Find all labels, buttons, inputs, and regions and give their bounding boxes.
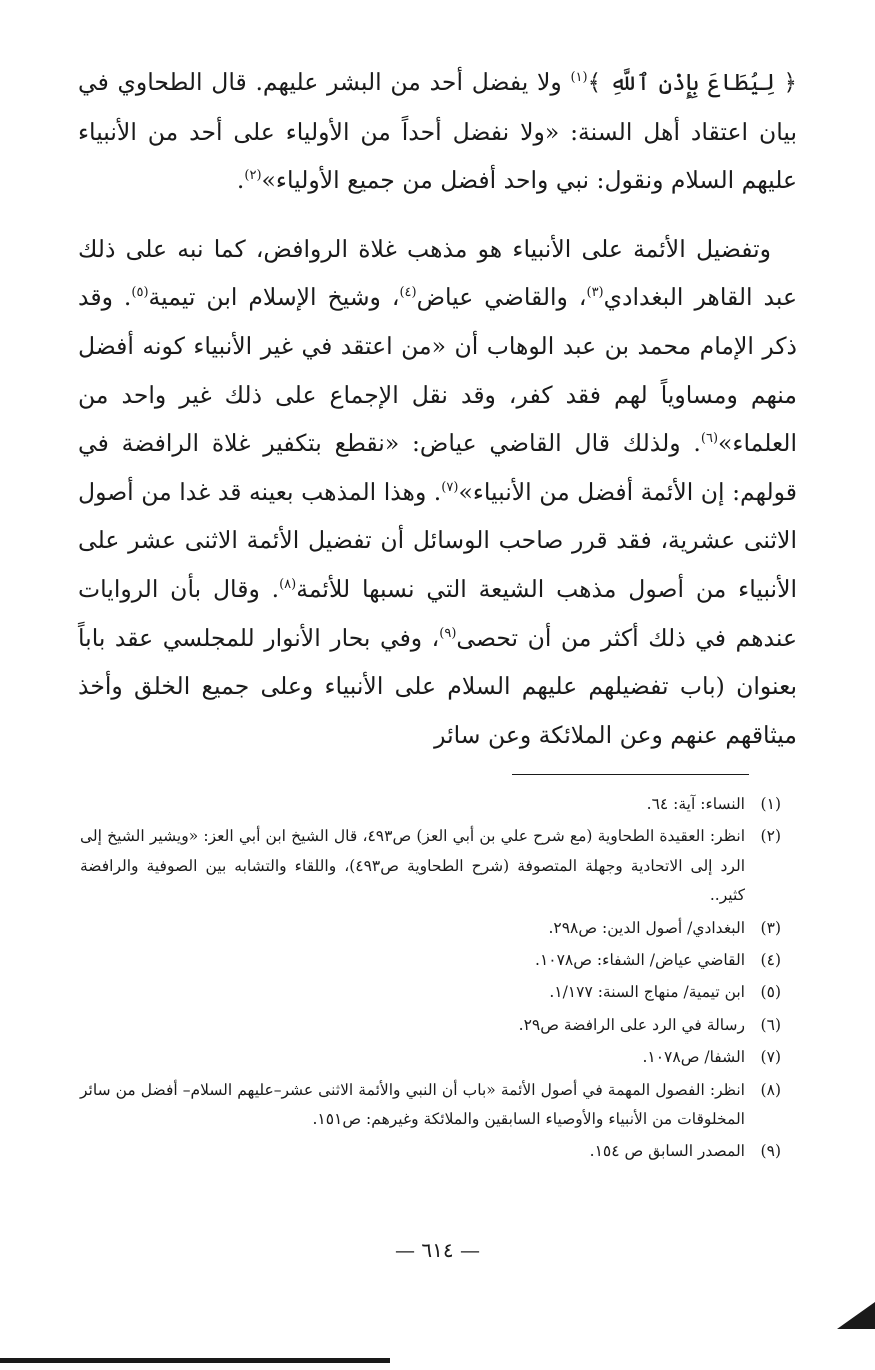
footnote-text: انظر: العقيدة الطحاوية (مع شرح علي بن أبي العز) ص٤٩٣، قال الشيخ ابن أبي العز: «ويشير الشيخ إلى الرد إلى الاتحادية وجهلة المتصوفة (شرح الطحاوية ص٤٩٣)، واللقاء والتشابه بين الصوفية والرافضة كثير.. [80, 827, 746, 905]
paragraph-2-s4: . وقد ذكر الإمام محمد بن عبد الوهاب أن «من اعتقد في غير الأنبياء كونه أفضل منهم ومساوياً لهم فقد كفر، وقد نقل الإجماع على ذلك غير واحد من العلماء» [78, 283, 797, 458]
paragraph-2-s6: . وهذا المذهب بعينه قد غدا من أصول الاثنى عشرية، فقد قرر صاحب الوسائل أن تفضيل الأئمة الاثنى عشر على الأنبياء من أصول مذهب الشيعة التي نسبها للأئمة [78, 477, 798, 603]
footnote-item [80, 1011, 781, 1040]
paragraph-2-s3: ، وشيخ الإسلام ابن تيمية [148, 283, 400, 312]
paragraph-1-end: . [236, 166, 245, 195]
footnote-text: القاضي عياض/ الشفاء: ص١٠٧٨. [535, 951, 745, 970]
footnote-number: (٩) [760, 1142, 781, 1161]
footnote-text: ابن تيمية/ منهاج السنة: ١/١٧٧. [549, 983, 745, 1002]
footnote-text: انظر: الفصول المهمة في أصول الأئمة «باب أن النبي والأئمة الاثنى عشر–عليهم السلام– أفضل من سائر المخلوقات من الأنبياء والأوصياء السابقين والملائكة وغيرهم: ص١٥١. [80, 1080, 745, 1129]
footnote-number: (١) [760, 795, 781, 813]
footnote-item [80, 822, 781, 910]
paragraph-1-text: ولا يفضل أحد من البشر عليهم. قال الطحاوي في بيان اعتقاد أهل السنة: «ولا نفضل أحداً من الأولياء على أحد من الأنبياء عليهم السلام ونقول: نبي واحد أفضل من جميع الأولياء» [78, 68, 797, 195]
footnote-separator [512, 774, 749, 775]
footnote-ref-4: (٤) [399, 285, 417, 301]
footnote-number: (٧) [760, 1048, 781, 1067]
page-number: — ٦١٤ — [395, 1238, 480, 1262]
footnote-number: (٦) [760, 1015, 781, 1034]
footnote-number: (٤) [760, 951, 781, 970]
footnote-item [80, 1076, 781, 1135]
footnote-item [80, 946, 781, 975]
footnote-number: (٢) [760, 827, 781, 846]
footnote-item [80, 790, 781, 819]
footnote-item [80, 1043, 781, 1072]
footnote-text: البغدادي/ أصول الدين: ص٢٩٨. [548, 918, 745, 937]
scan-shadow [837, 1302, 875, 1329]
paragraph-2-s2: ، والقاضي عياض [416, 283, 587, 312]
scan-edge-line [0, 1358, 390, 1363]
footnote-number: (٨) [760, 1080, 781, 1099]
quran-verse: ﴿ لِيُطَاعَ بِإِذْنِ ٱللَّهِ ﴾ [587, 70, 797, 96]
footnote-ref-5: (٥) [131, 285, 149, 301]
paragraph-2-s7: . وقال بأن الروايات عندهم في ذلك أكثر من أن تحصى [78, 574, 797, 652]
footnote-item [80, 978, 781, 1007]
footnote-number: (٣) [760, 918, 781, 937]
footnote-text: المصدر السابق ص ١٥٤. [589, 1142, 745, 1161]
paragraph-2 [78, 225, 797, 760]
paragraph-2-s5: . ولذلك قال القاضي عياض: «نقطع بتكفير غلاة الرافضة في قولهم: إن الأئمة أفضل من الأنبياء» [78, 429, 798, 506]
footnote-ref-3: (٣) [586, 285, 604, 301]
footnote-ref-9: (٩) [439, 625, 457, 641]
footnote-ref-6: (٦) [700, 431, 719, 447]
footnote-text: النساء: آية: ٦٤. [646, 795, 745, 813]
paragraph-2-s1: وتفضيل الأئمة على الأنبياء هو مذهب غلاة الروافض، كما نبه على ذلك عبد القاهر البغدادي [78, 234, 797, 312]
footnote-text: الشفا/ ص١٠٧٨. [642, 1048, 745, 1067]
footnote-ref-8: (٨) [279, 577, 297, 593]
footnote-ref-2: (٢) [244, 168, 262, 184]
footnote-text: رسالة في الرد على الرافضة ص٢٩. [518, 1015, 745, 1034]
footnote-ref-7: (٧) [441, 479, 459, 495]
paragraph-2-s8: ، وفي بحار الأنوار للمجلسي عقد باباً بعنوان (باب تفضيلهم عليهم السلام على الأنبياء وعلى جميع الخلق وأخذ ميثاقهم عنهم وعن الملائكة وعن سائر [78, 623, 797, 749]
main-text [78, 58, 797, 759]
footnote-item [80, 1137, 781, 1166]
footnote-item [80, 914, 781, 943]
footnote-ref-1: (١) [570, 70, 588, 86]
footnotes [80, 790, 781, 1170]
paragraph-1 [78, 58, 797, 205]
footnote-number: (٥) [760, 983, 781, 1002]
